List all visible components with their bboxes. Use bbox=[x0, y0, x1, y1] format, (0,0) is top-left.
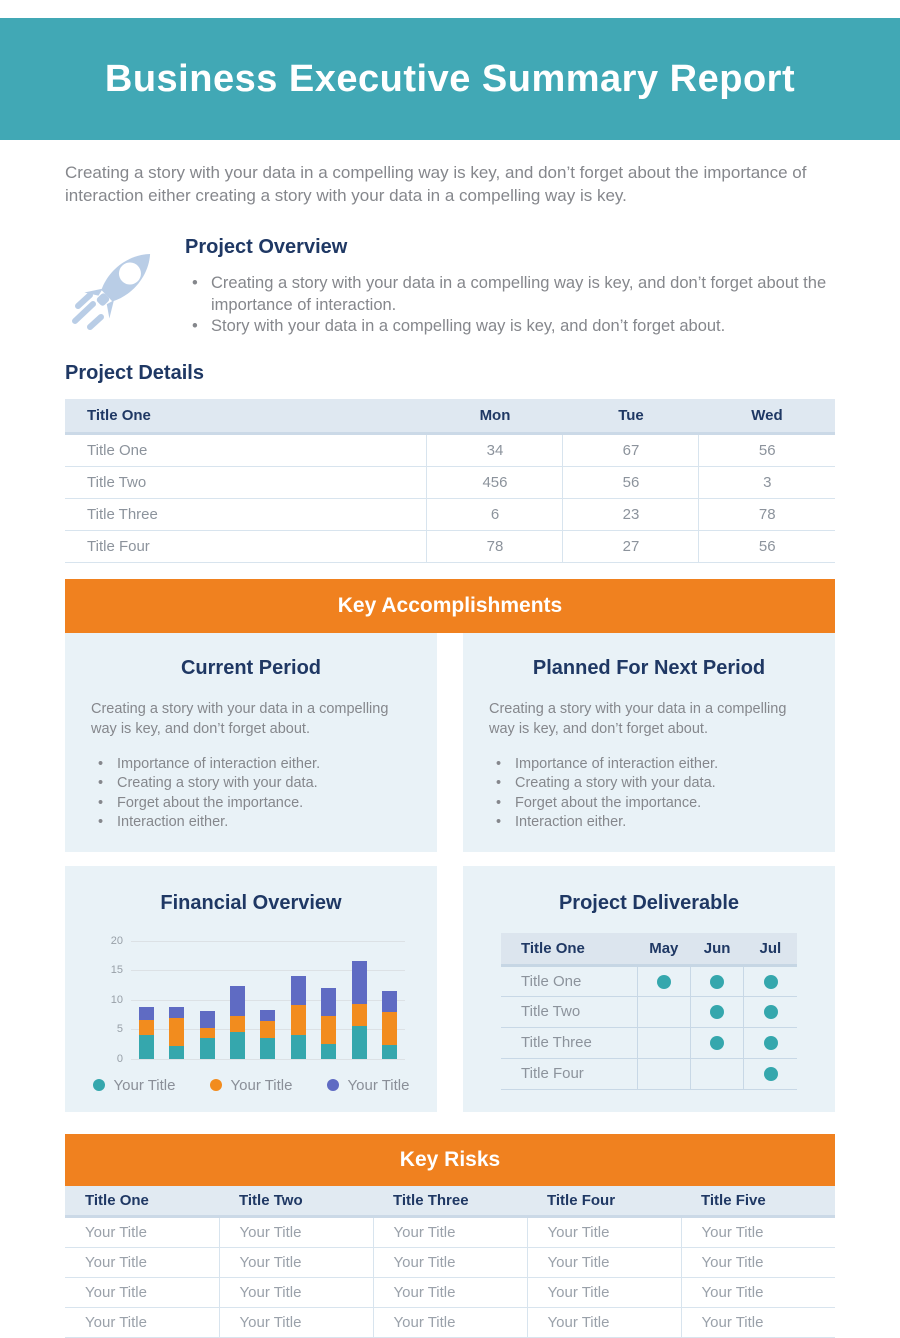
row-label: Title Three bbox=[501, 1027, 637, 1058]
cell-value: Your Title bbox=[65, 1307, 219, 1337]
column-header: Wed bbox=[699, 399, 835, 434]
next-period-panel bbox=[463, 633, 835, 852]
chart-bars bbox=[131, 941, 405, 1059]
project-deliverable-title: Project Deliverable bbox=[558, 891, 740, 914]
current-period-bullets bbox=[91, 755, 411, 832]
bar-segment bbox=[230, 1016, 245, 1033]
cell-value: 6 bbox=[427, 499, 563, 531]
deliverable-dot-icon bbox=[764, 1067, 778, 1081]
cell-value: Your Title bbox=[65, 1277, 219, 1307]
accomplishments-panels bbox=[65, 633, 835, 852]
cell-value: 3 bbox=[699, 467, 835, 499]
column-header: Title One bbox=[501, 933, 637, 966]
deliverable-cell bbox=[744, 1027, 797, 1058]
cell-value: 78 bbox=[427, 531, 563, 563]
cell-value: 67 bbox=[563, 434, 699, 467]
bar-segment bbox=[139, 1020, 154, 1035]
chart-gridline bbox=[131, 1059, 405, 1060]
deliverable-dot-icon bbox=[764, 975, 778, 989]
bar-segment bbox=[169, 1046, 184, 1059]
deliverable-dot-icon bbox=[764, 1005, 778, 1019]
cell-value: Your Title bbox=[219, 1307, 373, 1337]
intro-paragraph: Creating a story with your data in a compelling way is key, and don’t forget about the importance of interaction either creating a story with your data in a compelling way is key. bbox=[65, 163, 807, 205]
stacked-bar bbox=[230, 986, 245, 1059]
y-axis-tick-label: 15 bbox=[110, 964, 123, 977]
y-axis-tick-label: 5 bbox=[116, 1023, 123, 1036]
deliverable-cell bbox=[744, 996, 797, 1027]
bar-segment bbox=[382, 1012, 397, 1044]
cell-value: Your Title bbox=[527, 1307, 681, 1337]
legend-dot-icon bbox=[210, 1079, 222, 1091]
table-header-row bbox=[501, 933, 797, 966]
project-overview-section bbox=[65, 234, 835, 338]
legend-dot-icon bbox=[93, 1079, 105, 1091]
column-header: Jul bbox=[744, 933, 797, 966]
project-details-title: Project Details bbox=[65, 362, 204, 385]
stacked-bar bbox=[382, 991, 397, 1059]
bar-segment bbox=[321, 1016, 336, 1044]
bar-segment bbox=[200, 1028, 215, 1039]
row-label: Title Four bbox=[65, 531, 427, 563]
column-header: Mon bbox=[427, 399, 563, 434]
stacked-bar-chart bbox=[97, 934, 405, 1065]
bar-segment bbox=[321, 988, 336, 1016]
bullet-item: • Interaction either. bbox=[489, 813, 809, 832]
bar-segment bbox=[200, 1038, 215, 1059]
next-period-bullets bbox=[489, 755, 809, 832]
current-period-panel bbox=[65, 633, 437, 852]
deliverable-cell bbox=[637, 1058, 690, 1089]
cell-value: Your Title bbox=[681, 1307, 835, 1337]
table-row bbox=[501, 996, 797, 1027]
cell-value: Your Title bbox=[219, 1216, 373, 1247]
cell-value: 56 bbox=[563, 467, 699, 499]
legend-dot-icon bbox=[327, 1079, 339, 1091]
table-row bbox=[65, 531, 835, 563]
cell-value: 78 bbox=[699, 499, 835, 531]
deliverable-dot-icon bbox=[657, 975, 671, 989]
bar-segment bbox=[291, 976, 306, 1005]
bar-segment bbox=[230, 1032, 245, 1059]
table-row bbox=[501, 1058, 797, 1089]
table-row bbox=[65, 1307, 835, 1337]
cell-value: Your Title bbox=[373, 1216, 527, 1247]
cell-value: 56 bbox=[699, 531, 835, 563]
bar-segment bbox=[169, 1007, 184, 1018]
bullet-item: • Creating a story with your data in a compelling way is key, and don’t forget about the importance of interaction. bbox=[185, 273, 835, 317]
column-header: Title Five bbox=[681, 1186, 835, 1217]
bar-segment bbox=[139, 1007, 154, 1020]
column-header: Title Four bbox=[527, 1186, 681, 1217]
stacked-bar bbox=[291, 976, 306, 1059]
bar-segment bbox=[291, 1035, 306, 1059]
page-title: Business Executive Summary Report bbox=[104, 57, 796, 100]
cell-value: Your Title bbox=[527, 1247, 681, 1277]
y-axis-tick-label: 10 bbox=[110, 993, 123, 1006]
cell-value: Your Title bbox=[681, 1216, 835, 1247]
deliverable-cell bbox=[637, 1027, 690, 1058]
project-overview-title: Project Overview bbox=[185, 235, 348, 258]
report-page bbox=[0, 18, 900, 1331]
column-header: Jun bbox=[690, 933, 743, 966]
project-deliverable-panel bbox=[463, 866, 835, 1112]
row-label: Title Four bbox=[501, 1058, 637, 1089]
column-header: Tue bbox=[563, 399, 699, 434]
financial-overview-title: Financial Overview bbox=[160, 891, 342, 914]
next-period-paragraph: Creating a story with your data in a compelling way is key, and don’t forget about. bbox=[489, 701, 787, 737]
bar-segment bbox=[352, 961, 367, 1004]
bar-segment bbox=[352, 1004, 367, 1026]
bar-segment bbox=[260, 1021, 275, 1038]
bar-segment bbox=[382, 991, 397, 1012]
deliverable-dot-icon bbox=[764, 1036, 778, 1050]
table-row bbox=[65, 1247, 835, 1277]
row-label: Title Two bbox=[65, 467, 427, 499]
key-risks-title: Key Risks bbox=[399, 1147, 501, 1171]
key-risks-table bbox=[65, 1186, 835, 1338]
y-axis-tick-label: 0 bbox=[116, 1052, 123, 1065]
key-risks-banner bbox=[65, 1134, 835, 1186]
cell-value: 56 bbox=[699, 434, 835, 467]
stacked-bar bbox=[260, 1010, 275, 1058]
bullet-item: • Interaction either. bbox=[91, 813, 411, 832]
deliverable-cell bbox=[690, 965, 743, 996]
column-header: Title One bbox=[65, 1186, 219, 1217]
deliverable-dot-icon bbox=[710, 1005, 724, 1019]
stacked-bar bbox=[139, 1007, 154, 1058]
bar-segment bbox=[200, 1011, 215, 1028]
stacked-bar bbox=[321, 988, 336, 1059]
table-row bbox=[65, 467, 835, 499]
project-details-table bbox=[65, 399, 835, 563]
cell-value: 23 bbox=[563, 499, 699, 531]
column-header: Title One bbox=[65, 399, 427, 434]
deliverable-cell bbox=[690, 996, 743, 1027]
bar-segment bbox=[260, 1010, 275, 1021]
column-header: Title Two bbox=[219, 1186, 373, 1217]
rocket-icon bbox=[65, 234, 185, 338]
column-header: May bbox=[637, 933, 690, 966]
bullet-item: • Importance of interaction either. bbox=[489, 755, 809, 774]
legend-item bbox=[210, 1077, 293, 1094]
legend-item bbox=[327, 1077, 410, 1094]
bullet-item: • Creating a story with your data. bbox=[91, 774, 411, 793]
table-row bbox=[65, 499, 835, 531]
cell-value: 34 bbox=[427, 434, 563, 467]
row-label: Title Three bbox=[65, 499, 427, 531]
current-period-paragraph: Creating a story with your data in a compelling way is key, and don’t forget about. bbox=[91, 701, 389, 737]
deliverable-cell bbox=[744, 1058, 797, 1089]
key-accomplishments-title: Key Accomplishments bbox=[337, 594, 563, 618]
bullet-item: • Creating a story with your data. bbox=[489, 774, 809, 793]
bar-segment bbox=[291, 1005, 306, 1036]
row-label: Title One bbox=[65, 434, 427, 467]
legend-label: Your Title bbox=[230, 1076, 293, 1094]
column-header: Title Three bbox=[373, 1186, 527, 1217]
chart-and-deliverable-panels bbox=[65, 866, 835, 1112]
deliverable-cell bbox=[637, 965, 690, 996]
bar-segment bbox=[169, 1018, 184, 1046]
chart-legend bbox=[89, 1077, 413, 1094]
report-content bbox=[0, 162, 900, 1338]
project-deliverable-table bbox=[501, 933, 797, 1090]
deliverable-cell bbox=[637, 996, 690, 1027]
bullet-item: • Forget about the importance. bbox=[91, 794, 411, 813]
cell-value: Your Title bbox=[373, 1247, 527, 1277]
cell-value: Your Title bbox=[373, 1277, 527, 1307]
cell-value: Your Title bbox=[219, 1247, 373, 1277]
bullet-item: • Importance of interaction either. bbox=[91, 755, 411, 774]
bullet-item: • Story with your data in a compelling way is key, and don’t forget about. bbox=[185, 316, 835, 338]
stacked-bar bbox=[200, 1011, 215, 1059]
legend-label: Your Title bbox=[113, 1076, 176, 1094]
bar-segment bbox=[139, 1035, 154, 1059]
cell-value: 456 bbox=[427, 467, 563, 499]
table-row bbox=[65, 1216, 835, 1247]
stacked-bar bbox=[169, 1007, 184, 1059]
bar-segment bbox=[352, 1026, 367, 1058]
table-row bbox=[65, 434, 835, 467]
deliverable-dot-icon bbox=[710, 975, 724, 989]
bar-segment bbox=[230, 986, 245, 1016]
cell-value: 27 bbox=[563, 531, 699, 563]
table-header-row bbox=[65, 399, 835, 434]
deliverable-cell bbox=[744, 965, 797, 996]
project-overview-bullets bbox=[185, 273, 835, 338]
key-accomplishments-banner bbox=[65, 579, 835, 633]
cell-value: Your Title bbox=[65, 1247, 219, 1277]
next-period-title: Planned For Next Period bbox=[532, 657, 766, 680]
bar-segment bbox=[260, 1038, 275, 1059]
table-row bbox=[501, 1027, 797, 1058]
report-header-banner bbox=[0, 18, 900, 140]
current-period-title: Current Period bbox=[180, 657, 322, 680]
legend-label: Your Title bbox=[347, 1076, 410, 1094]
cell-value: Your Title bbox=[65, 1216, 219, 1247]
row-label: Title One bbox=[501, 965, 637, 996]
stacked-bar bbox=[352, 961, 367, 1059]
project-overview-body bbox=[185, 234, 835, 338]
cell-value: Your Title bbox=[681, 1247, 835, 1277]
row-label: Title Two bbox=[501, 996, 637, 1027]
deliverable-dot-icon bbox=[710, 1036, 724, 1050]
y-axis-tick-label: 20 bbox=[110, 934, 123, 947]
deliverable-cell bbox=[690, 1027, 743, 1058]
table-row bbox=[65, 1277, 835, 1307]
table-header-row bbox=[65, 1186, 835, 1217]
cell-value: Your Title bbox=[373, 1307, 527, 1337]
bar-segment bbox=[382, 1045, 397, 1059]
deliverable-table-wrap bbox=[487, 933, 811, 1090]
table-row bbox=[501, 965, 797, 996]
deliverable-cell bbox=[690, 1058, 743, 1089]
cell-value: Your Title bbox=[527, 1277, 681, 1307]
cell-value: Your Title bbox=[681, 1277, 835, 1307]
bullet-item: • Forget about the importance. bbox=[489, 794, 809, 813]
legend-item bbox=[93, 1077, 176, 1094]
cell-value: Your Title bbox=[527, 1216, 681, 1247]
cell-value: Your Title bbox=[219, 1277, 373, 1307]
bar-segment bbox=[321, 1044, 336, 1059]
financial-overview-panel bbox=[65, 866, 437, 1112]
